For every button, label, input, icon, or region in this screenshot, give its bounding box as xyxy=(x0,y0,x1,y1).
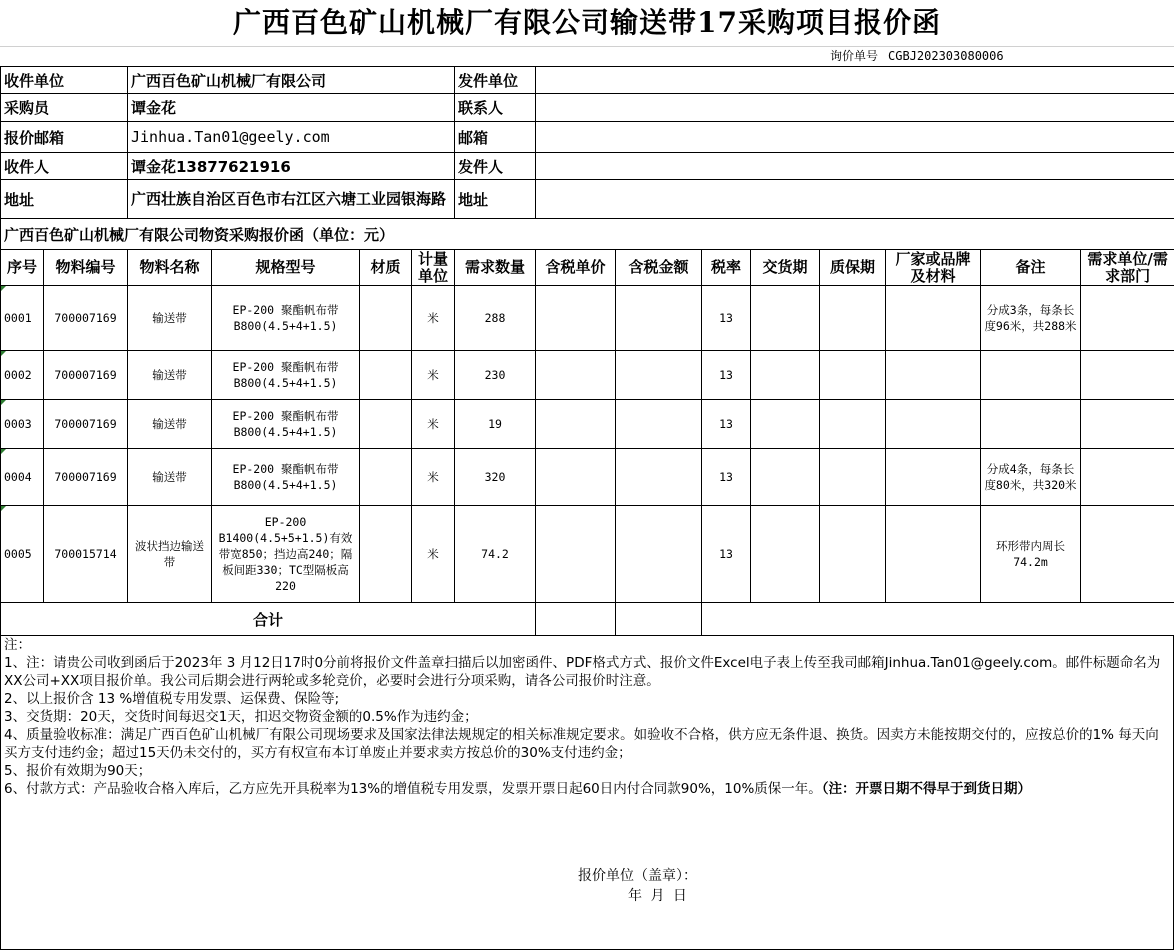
cell-tax[interactable]: 13 xyxy=(702,351,751,400)
cell-name[interactable]: 输送带 xyxy=(128,351,212,400)
date-line: 年 月 日 xyxy=(628,888,689,904)
table-row xyxy=(1,449,1174,506)
cell-warranty[interactable] xyxy=(820,351,886,400)
cell-unit-price[interactable] xyxy=(536,400,616,449)
cell-dept[interactable] xyxy=(1081,449,1174,506)
cell-material[interactable] xyxy=(360,400,412,449)
info-table xyxy=(0,66,1174,219)
total-amount[interactable] xyxy=(616,603,702,636)
header-material: 材质 xyxy=(360,250,412,286)
cell-unit[interactable]: 米 xyxy=(412,351,455,400)
cell-amount[interactable] xyxy=(616,506,702,603)
header-warranty: 质保期 xyxy=(820,250,886,286)
recipient-label: 收件人 xyxy=(1,153,128,180)
contact-value[interactable] xyxy=(536,94,1174,122)
header-amount: 含税金额 xyxy=(616,250,702,286)
cell-tax[interactable]: 13 xyxy=(702,506,751,603)
cell-unit-price[interactable] xyxy=(536,286,616,351)
cell-brand[interactable] xyxy=(886,506,981,603)
cell-delivery[interactable] xyxy=(751,506,820,603)
cell-qty[interactable]: 288 xyxy=(455,286,536,351)
cell-tax[interactable]: 13 xyxy=(702,400,751,449)
receiver-unit-value[interactable]: 广西百色矿山机械厂有限公司 xyxy=(128,67,455,94)
header-unit-price: 含税单价 xyxy=(536,250,616,286)
cell-spec[interactable]: EP-200 聚酯帆布带B800(4.5+4+1.5) xyxy=(212,286,360,351)
email-value[interactable]: Jinhua.Tan01@geely.com xyxy=(128,122,455,153)
sender-label: 发件人 xyxy=(455,153,536,180)
cell-no[interactable]: 0001 xyxy=(1,286,44,351)
cell-dept[interactable] xyxy=(1081,400,1174,449)
cell-delivery[interactable] xyxy=(751,449,820,506)
cell-code[interactable]: 700015714 xyxy=(44,506,128,603)
cell-remark[interactable]: 环形带内周长74.2m xyxy=(981,506,1081,603)
cell-code[interactable]: 700007169 xyxy=(44,286,128,351)
contact-label: 联系人 xyxy=(455,94,536,122)
cell-delivery[interactable] xyxy=(751,351,820,400)
cell-amount[interactable] xyxy=(616,286,702,351)
cell-brand[interactable] xyxy=(886,351,981,400)
inquiry-number[interactable]: CGBJ202303080006 xyxy=(888,49,1004,63)
receiver-unit-label: 收件单位 xyxy=(1,67,128,94)
header-qty: 需求数量 xyxy=(455,250,536,286)
cell-material[interactable] xyxy=(360,506,412,603)
cell-brand[interactable] xyxy=(886,449,981,506)
header-brand: 厂家或品牌及材料 xyxy=(886,250,981,286)
cell-no[interactable]: 0004 xyxy=(1,449,44,506)
buyer-value[interactable]: 谭金花 xyxy=(128,94,455,122)
cell-spec[interactable]: EP-200 聚酯帆布带B800(4.5+4+1.5) xyxy=(212,449,360,506)
cell-spec[interactable]: EP-200 B1400(4.5+5+1.5)有效带宽850；挡边高240；隔板间距330；TC型隔板高220 xyxy=(212,506,360,603)
table-row xyxy=(1,400,1174,449)
header-tax: 税率 xyxy=(702,250,751,286)
note-3: 3、交货期：20天，交货时间每迟交1天，扣迟交物资金额的0.5%作为违约金； xyxy=(4,709,478,725)
inquiry-label: 询价单号 xyxy=(830,49,879,63)
cell-warranty[interactable] xyxy=(820,400,886,449)
header-name: 物料名称 xyxy=(128,250,212,286)
cell-no[interactable]: 0002 xyxy=(1,351,44,400)
sender-unit-label: 发件单位 xyxy=(455,67,536,94)
note-4: 4、质量验收标准：满足广西百色矿山机械厂有限公司现场要求及国家法律法规规定的相关标准规定要求。如验收不合格，供方应无条件退、换货。因卖方未能按期交付的，应按总价的1% 每天向买方支付违约金；超过15天仍未交付的，买方有权宣布本订单废止并要求卖方按总价的30%支付违约金； xyxy=(4,727,1159,761)
cell-tax[interactable]: 13 xyxy=(702,449,751,506)
cell-amount[interactable] xyxy=(616,400,702,449)
header-spec: 规格型号 xyxy=(212,250,360,286)
header-code: 物料编号 xyxy=(44,250,128,286)
cell-remark[interactable]: 分成4条，每条长度80米，共320米 xyxy=(981,449,1081,506)
page-title: 广西百色矿山机械厂有限公司输送带17采购项目报价函 xyxy=(233,6,941,39)
table-row xyxy=(1,506,1174,603)
cell-remark[interactable] xyxy=(981,351,1081,400)
note-5: 5、报价有效期为90天； xyxy=(4,763,152,779)
cell-qty[interactable]: 74.2 xyxy=(455,506,536,603)
total-rest xyxy=(702,603,1174,636)
cell-no[interactable]: 0005 xyxy=(1,506,44,603)
cell-unit[interactable]: 米 xyxy=(412,286,455,351)
cell-code[interactable]: 700007169 xyxy=(44,400,128,449)
cell-amount[interactable] xyxy=(616,351,702,400)
sender-address-label: 地址 xyxy=(455,180,536,219)
mailbox-value[interactable] xyxy=(536,122,1174,153)
cell-qty[interactable]: 230 xyxy=(455,351,536,400)
header-dept: 需求单位/需求部门 xyxy=(1081,250,1174,286)
section-title: 广西百色矿山机械厂有限公司物资采购报价函（单位：元） xyxy=(1,219,1174,250)
sender-address-value[interactable] xyxy=(536,180,1174,219)
header-unit: 计量单位 xyxy=(412,250,455,286)
cell-material[interactable] xyxy=(360,351,412,400)
cell-dept[interactable] xyxy=(1081,506,1174,603)
cell-name[interactable]: 波状挡边输送带 xyxy=(128,506,212,603)
cell-no[interactable]: 0003 xyxy=(1,400,44,449)
cell-unit-price[interactable] xyxy=(536,506,616,603)
cell-qty[interactable]: 320 xyxy=(455,449,536,506)
buyer-label: 采购员 xyxy=(1,94,128,122)
cell-material[interactable] xyxy=(360,449,412,506)
cell-name[interactable]: 输送带 xyxy=(128,400,212,449)
cell-delivery[interactable] xyxy=(751,400,820,449)
cell-remark[interactable]: 分成3条，每条长度96米，共288米 xyxy=(981,286,1081,351)
mailbox-label: 邮箱 xyxy=(455,122,536,153)
cell-name[interactable]: 输送带 xyxy=(128,449,212,506)
cell-unit[interactable]: 米 xyxy=(412,400,455,449)
address-value[interactable]: 广西壮族自治区百色市右江区六塘工业园银海路 xyxy=(128,180,455,219)
cell-warranty[interactable] xyxy=(820,506,886,603)
cell-spec[interactable]: EP-200 聚酯帆布带B800(4.5+4+1.5) xyxy=(212,400,360,449)
cell-unit[interactable]: 米 xyxy=(412,506,455,603)
note-6 xyxy=(1,780,1173,798)
cell-remark[interactable] xyxy=(981,400,1081,449)
note-6-bold: （注：开票日期不得早于到货日期） xyxy=(821,781,1032,797)
note-2: 2、以上报价含 13 %增值税专用发票、运保费、保险等; xyxy=(4,691,340,707)
cell-warranty[interactable] xyxy=(820,449,886,506)
note-6-text: 6、付款方式：产品验收合格入库后，乙方应先开具税率为13%的增值税专用发票，发票开票日起60日内付合同款90%，10%质保一年。 xyxy=(4,781,822,797)
cell-tax[interactable]: 13 xyxy=(702,286,751,351)
address-label: 地址 xyxy=(1,180,128,219)
cell-warranty[interactable] xyxy=(820,286,886,351)
sender-unit-value[interactable] xyxy=(536,67,1174,94)
email-label: 报价邮箱 xyxy=(1,122,128,153)
header-delivery: 交货期 xyxy=(751,250,820,286)
cell-unit[interactable]: 米 xyxy=(412,449,455,506)
cell-code[interactable]: 700007169 xyxy=(44,449,128,506)
header-remark: 备注 xyxy=(981,250,1081,286)
cell-spec[interactable]: EP-200 聚酯帆布带B800(4.5+4+1.5) xyxy=(212,351,360,400)
stamp-label: 报价单位（盖章）： xyxy=(578,868,697,884)
cell-qty[interactable]: 19 xyxy=(455,400,536,449)
cell-unit-price[interactable] xyxy=(536,351,616,400)
cell-amount[interactable] xyxy=(616,449,702,506)
items-table xyxy=(0,218,1174,636)
cell-unit-price[interactable] xyxy=(536,449,616,506)
total-unit-price[interactable] xyxy=(536,603,616,636)
table-row xyxy=(1,286,1174,351)
cell-code[interactable]: 700007169 xyxy=(44,351,128,400)
header-no: 序号 xyxy=(1,250,44,286)
sender-value[interactable] xyxy=(536,153,1174,180)
signature-block xyxy=(578,866,697,906)
cell-material[interactable] xyxy=(360,286,412,351)
cell-brand[interactable] xyxy=(886,286,981,351)
cell-delivery[interactable] xyxy=(751,286,820,351)
notes-head: 注： xyxy=(4,637,31,653)
note-1: 1、注：请贵公司收到函后于2023年 3 月12日17时0分前将报价文件盖章扫描后以加密函件、PDF格式方式、报价文件Excel电子表上传至我司邮箱Jinhua.Tan01@geely.com。邮件标题命名为XX公司+XX项目报价单。我公司后期会进行两轮或多轮竞价，必要时会进行分项采购，请各公司报价时注意。 xyxy=(4,655,1161,689)
table-row xyxy=(1,351,1174,400)
cell-dept[interactable] xyxy=(1081,286,1174,351)
cell-brand[interactable] xyxy=(886,400,981,449)
total-label: 合计 xyxy=(1,603,536,636)
cell-dept[interactable] xyxy=(1081,351,1174,400)
recipient-value[interactable]: 谭金花13877621916 xyxy=(128,153,455,180)
cell-name[interactable]: 输送带 xyxy=(128,286,212,351)
